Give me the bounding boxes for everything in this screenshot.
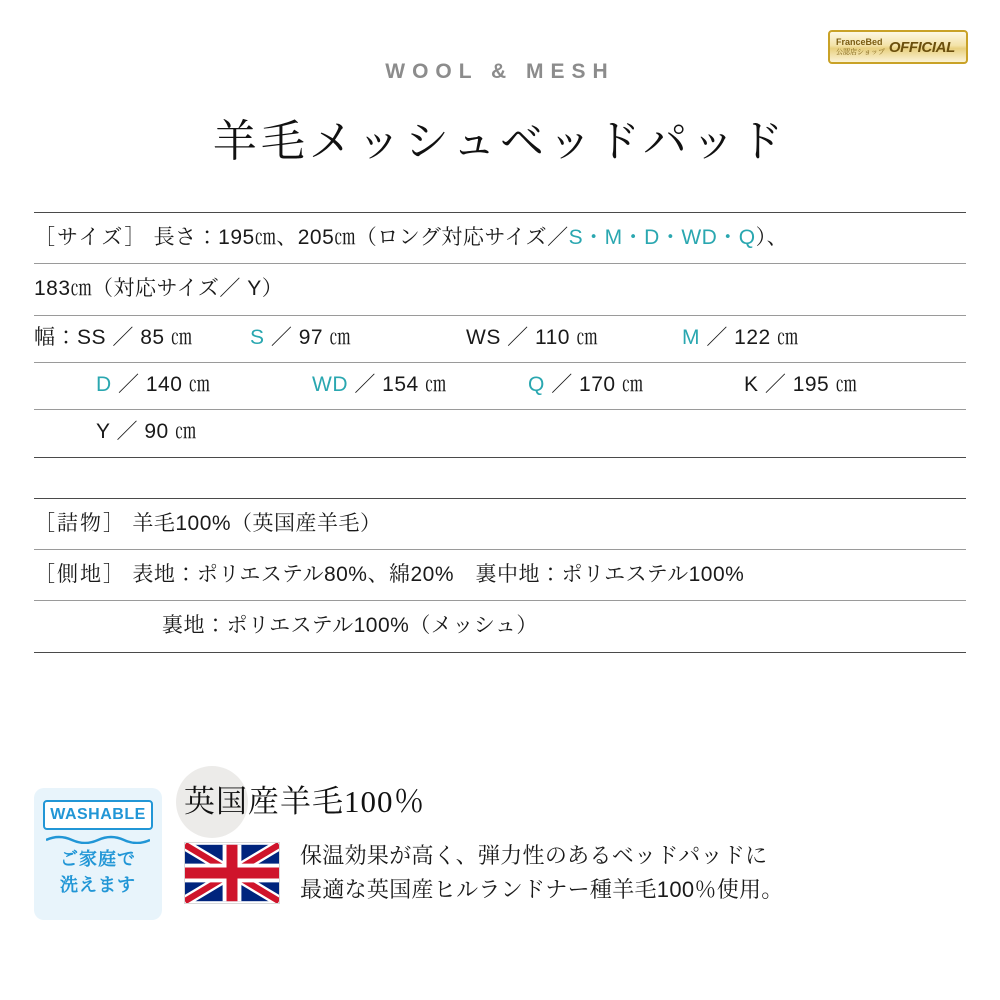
width-cell-s (250, 324, 466, 352)
wave-icon (46, 834, 150, 844)
width-value-k: ／ 195 ㎝ (764, 373, 858, 397)
width-cell-m (682, 324, 898, 352)
badge-brand-name: FranceBed (836, 37, 883, 48)
width-cell-k (744, 371, 960, 399)
page-title: 羊毛メッシュベッドパッド (212, 117, 788, 166)
width-name-q: Q (528, 373, 545, 397)
spec-value-shell2: 裏地：ポリエステル100%（メッシュ） (162, 614, 538, 638)
spec-row-width-3 (34, 410, 966, 456)
wool-info (184, 772, 966, 907)
width-value-wd: ／ 154 ㎝ (354, 373, 447, 397)
spec-value-shell: 表地：ポリエステル80%、綿20% 裏中地：ポリエステル100% (132, 563, 745, 587)
spec-size-codes: S・M・D・WD・Q (568, 226, 756, 249)
flag-and-desc (184, 839, 966, 907)
spec-size-line2: 183㎝（対応サイズ／ Y） (34, 277, 284, 301)
spec-row-size-line2 (34, 264, 966, 314)
spec-row-fill (34, 499, 966, 549)
width-row-1 (34, 324, 966, 352)
width-row-3 (34, 418, 966, 446)
spacer-block (34, 458, 966, 498)
width-cell-ws (466, 324, 682, 352)
width-name-wd: WD (312, 373, 348, 397)
washable-text-line1: ご家庭で (60, 849, 136, 869)
width-name-d: D (96, 373, 112, 397)
width-label: 幅： (34, 325, 77, 349)
width-value-m: ／ 122 ㎝ (706, 325, 799, 349)
washable-label: WASHABLE (50, 806, 146, 823)
width-value-ss: ／ 85 ㎝ (112, 325, 193, 349)
width-name-ss: SS (77, 325, 107, 349)
badge-official-label: OFFICIAL (888, 38, 955, 56)
width-name-s: S (250, 325, 265, 349)
spec-table (34, 212, 966, 653)
wool-description-line2: 最適な英国産ヒルランドナー種羊毛100％使用。 (300, 877, 784, 903)
width-value-ws: ／ 110 ㎝ (507, 325, 598, 349)
bottom-section (34, 772, 966, 920)
width-value-s: ／ 97 ㎝ (270, 325, 351, 349)
spec-row-width-2 (34, 363, 966, 409)
badge-subtitle: 公認店ショップ (836, 48, 885, 56)
width-name-ws: WS (466, 325, 501, 349)
spec-label-size: ［サイズ］ (34, 226, 148, 249)
spec-row-width-1 (34, 316, 966, 362)
width-value-q: ／ 170 ㎝ (551, 373, 644, 397)
union-jack-flag-icon (184, 842, 280, 904)
washable-label-box (43, 800, 153, 830)
width-cell-q (528, 371, 744, 399)
width-cell-wd (312, 371, 528, 399)
page-kicker: WOOL & MESH (385, 60, 615, 83)
spec-value-fill: 羊毛100%（英国産羊毛） (132, 511, 382, 535)
width-value-y: ／ 90 ㎝ (116, 420, 197, 444)
washable-text-line2: 洗えます (60, 875, 136, 896)
spec-row-size-line1 (34, 213, 966, 263)
width-cell-ss (34, 324, 250, 352)
width-name-m: M (682, 325, 700, 349)
width-cell-d (96, 371, 312, 399)
width-value-d: ／ 140 ㎝ (118, 373, 211, 397)
spec-label-shell: ［側地］ (34, 563, 126, 587)
washable-text (34, 846, 162, 898)
width-name-k: K (744, 373, 759, 397)
width-row-2 (34, 371, 966, 399)
badge-brand-block (834, 38, 885, 56)
width-name-y: Y (96, 420, 111, 444)
spec-size-text-b: ）、 (755, 226, 789, 249)
spec-row-shell2 (34, 601, 966, 651)
spec-label-fill: ［詰物］ (34, 511, 126, 535)
spec-size-text-a: 長さ：195㎝、205㎝（ロング対応サイズ／ (153, 226, 569, 249)
washable-badge (34, 788, 162, 920)
spec-row-shell (34, 550, 966, 600)
official-shop-badge (828, 30, 968, 64)
divider-bottom (34, 652, 966, 653)
width-cell-y (96, 418, 312, 446)
wool-description (300, 839, 784, 907)
wool-heading: 英国産羊毛100％ (184, 784, 426, 819)
wool-description-line1: 保温効果が高く、弾力性のあるベッドパッドに (300, 843, 768, 868)
